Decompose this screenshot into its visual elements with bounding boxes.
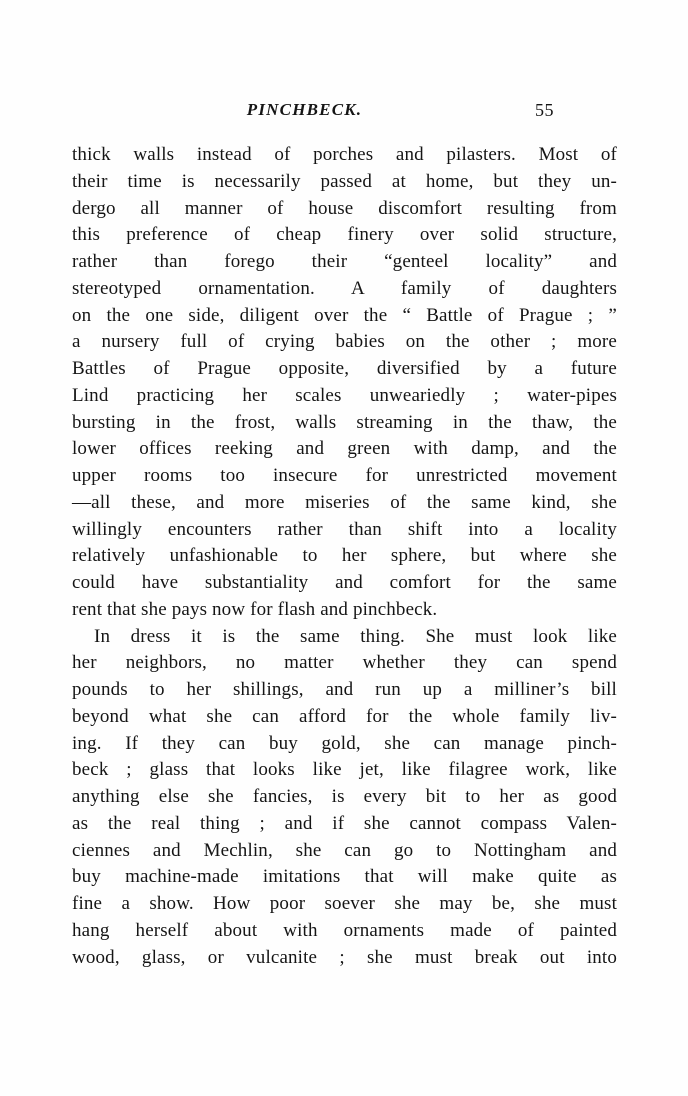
text-line: ciennes and Mechlin, she can go to Nottingham and [72,839,617,861]
text-line: Lind practicing her scales unweariedly ; water-pipes [72,384,617,406]
text-line: a nursery full of crying babies on the other ; more [72,331,617,353]
text-line: Battles of Prague opposite, diversified by a future [72,358,617,379]
text-line: buy machine-made imitations that will make quite as [72,866,617,888]
text-line: pounds to her shillings, and run up a milliner’s bill [72,679,617,700]
text-line: beck ; glass that looks like jet, like filagree work, like [72,759,617,781]
text-line: hang herself about with ornaments made of painted [72,919,617,941]
text-line: fine a show. How poor soever she may be, she must [72,893,617,914]
text-line: —all these, and more miseries of the same kind, she [72,491,617,513]
text-line: thick walls instead of porches and pilasters. Most of [72,144,617,165]
body-text [72,142,617,971]
text-line: lower offices reeking and green with damp, and the [72,438,617,460]
text-line: In dress it is the same thing. She must look like [94,625,617,647]
text-line: rent that she pays now for flash and pinchbeck. [72,598,438,620]
page-header [72,100,617,126]
text-line: upper rooms too insecure for unrestricted movement [72,465,617,486]
text-line: her neighbors, no matter whether they can spend [72,652,617,674]
text-line: ing. If they can buy gold, she can manage pinch- [72,732,617,754]
text-line: dergo all manner of house discomfort resulting from [72,197,617,219]
text-line: stereotyped ornamentation. A family of daughters [72,277,617,299]
text-line: bursting in the frost, walls streaming in the thaw, the [72,411,617,433]
text-line: relatively unfashionable to her sphere, but where she [72,545,617,567]
text-line: this preference of cheap finery over solid structure, [72,224,617,246]
text-line: wood, glass, or vulcanite ; she must break out into [72,946,617,968]
page-number: 55 [535,100,554,120]
text-line: as the real thing ; and if she cannot compass Valen- [72,812,617,834]
running-title: PINCHBECK. [246,100,363,119]
text-line: beyond what she can afford for the whole family liv- [72,705,617,727]
text-line: willingly encounters rather than shift into a locality [72,518,617,540]
text-line: could have substantiality and comfort for the same [72,572,617,593]
text-line: on the one side, diligent over the “ Battle of Prague ; ” [72,304,617,326]
text-line: their time is necessarily passed at home, but they un- [72,170,617,192]
text-line: anything else she fancies, is every bit to her as good [72,786,617,807]
text-line: rather than forego their “genteel locality” and [72,251,617,272]
